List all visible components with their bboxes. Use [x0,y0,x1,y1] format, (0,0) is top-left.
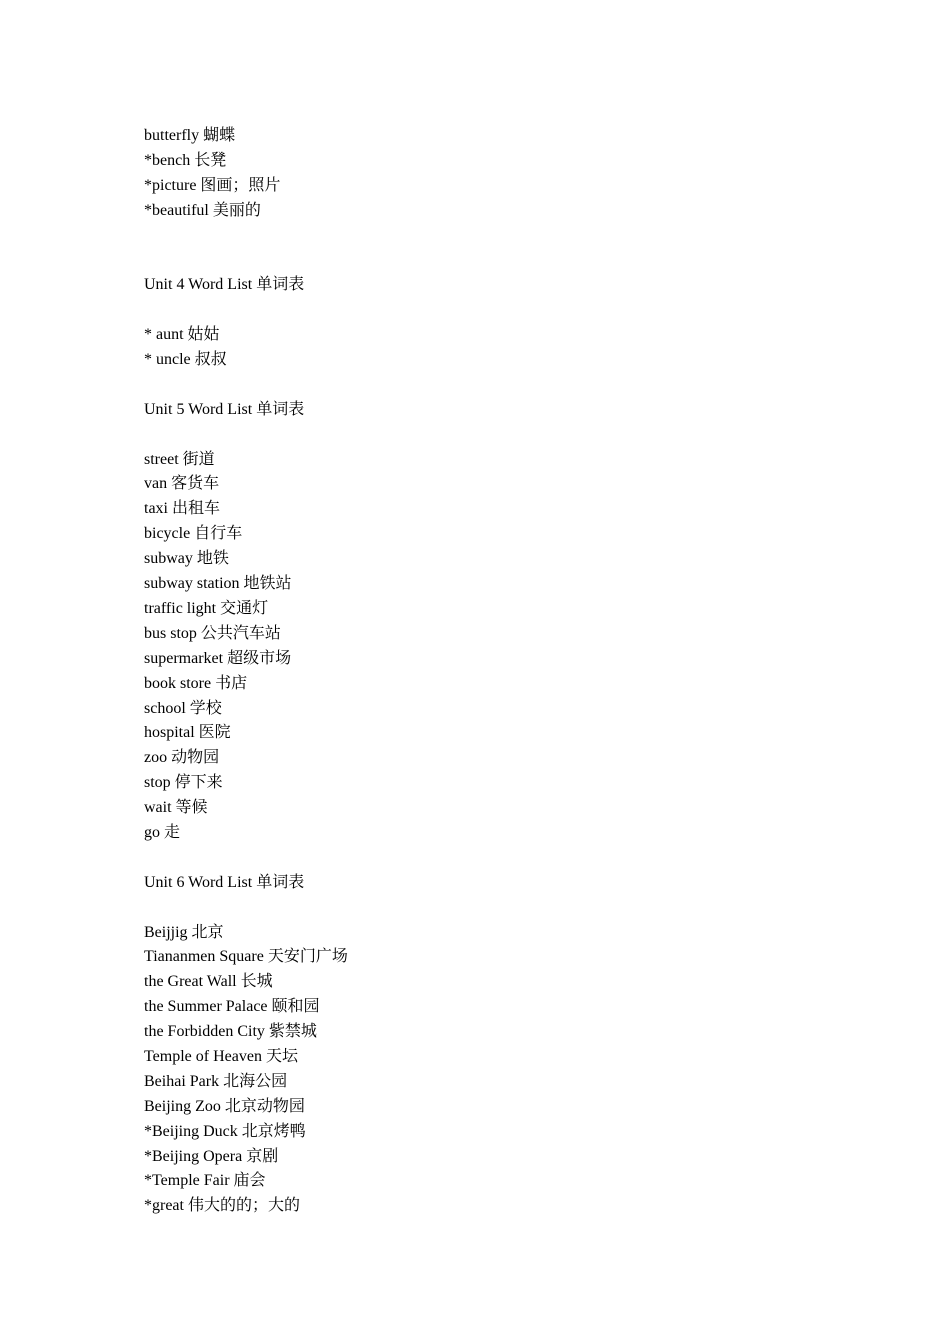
word-entry: hospital 医院 [144,724,231,742]
word-entry: *picture 图画；照片 [144,176,281,194]
word-entry: supermarket 超级市场 [144,649,292,667]
word-entry: van 客货车 [144,475,220,493]
unit6-heading: Unit 6 Word List 单词表 [144,873,305,891]
continued-word-list [144,124,844,224]
spacer [144,224,844,274]
word-entry: street 街道 [144,450,215,468]
word-entry: Beihai Park 北海公园 [144,1072,288,1090]
word-entry: the Summer Palace 颐和园 [144,998,320,1016]
unit4-heading: Unit 4 Word List 单词表 [144,276,305,294]
word-entry: * aunt 姑姑 [144,326,220,344]
unit6-word-list [144,921,844,1220]
word-entry: *Beijing Opera 京剧 [144,1147,279,1165]
word-entry: book store 书店 [144,674,248,692]
word-entry: * uncle 叔叔 [144,351,227,369]
word-entry: Tiananmen Square 天安门广场 [144,948,348,966]
word-entry: the Great Wall 长城 [144,973,273,991]
spacer [144,373,844,398]
word-entry: the Forbidden City 紫禁城 [144,1023,317,1041]
word-entry: *beautiful 美丽的 [144,201,261,219]
word-entry: taxi 出租车 [144,500,220,518]
word-entry: Temple of Heaven 天坛 [144,1047,298,1065]
word-entry: zoo 动物园 [144,749,220,767]
word-entry: traffic light 交通灯 [144,599,269,617]
unit5-word-list [144,448,844,846]
word-entry: subway 地铁 [144,550,229,568]
word-entry: Beijing Zoo 北京动物园 [144,1097,305,1115]
word-entry: school 学校 [144,699,222,717]
word-entry: *bench 长凳 [144,151,227,169]
word-entry: go 走 [144,823,181,841]
word-entry: bicycle 自行车 [144,525,243,543]
spacer [144,896,844,921]
word-entry: stop 停下来 [144,774,223,792]
unit4-word-list [144,323,844,373]
spacer [144,298,844,323]
word-entry: *Temple Fair 庙会 [144,1172,266,1190]
word-entry: bus stop 公共汽车站 [144,624,281,642]
word-entry: Beijjig 北京 [144,923,224,941]
word-entry: *Beijing Duck 北京烤鸭 [144,1122,306,1140]
spacer [144,423,844,448]
document-page [144,124,844,1219]
unit5-heading: Unit 5 Word List 单词表 [144,400,305,418]
word-entry: subway station 地铁站 [144,575,292,593]
word-entry: butterfly 蝴蝶 [144,127,236,144]
word-entry: wait 等候 [144,799,208,817]
spacer [144,846,844,871]
word-entry: *great 伟大的的；大的 [144,1197,300,1215]
